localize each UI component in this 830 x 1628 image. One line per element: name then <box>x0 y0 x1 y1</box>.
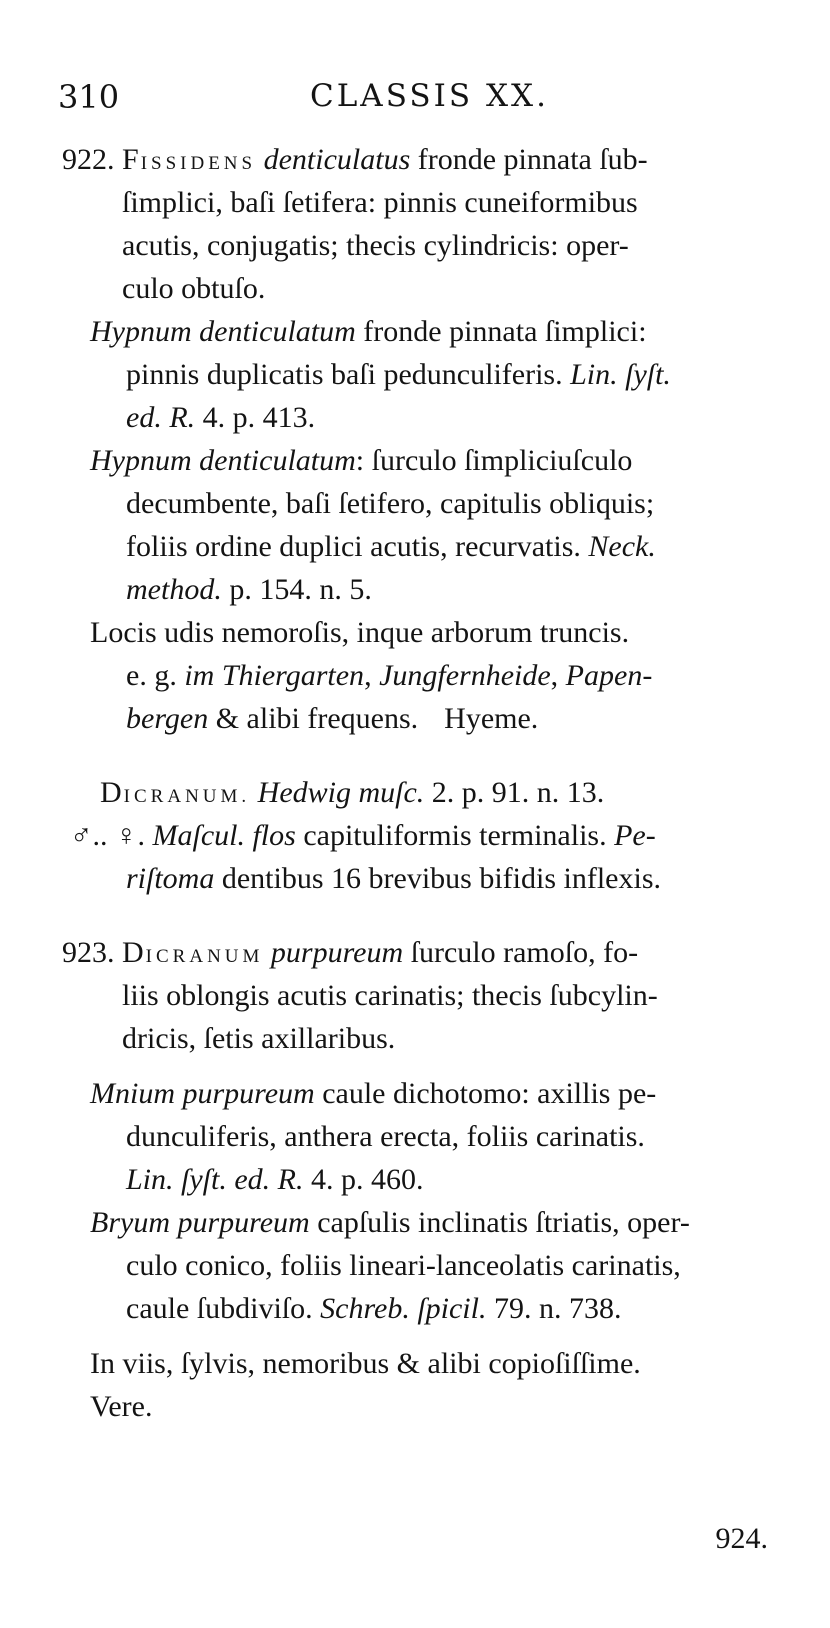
reference: ed. R. <box>126 401 196 434</box>
reference: Neck. <box>588 530 656 563</box>
genus-description-line-1: ♂.. ♀. Maſcul. flos capituliformis terminalis. Pe- <box>70 819 656 852</box>
season: Hyeme. <box>444 702 539 735</box>
entry-922-line-3: acutis, conjugatis; thecis cylindricis: oper- <box>122 229 629 262</box>
habitat-922-line-2: e. g. im Thiergarten, Jungfernheide, Papen- <box>126 659 653 692</box>
synonym-923b-line-3: caule ſubdiviſo. Schreb. ſpicil. 79. n. 738. <box>126 1292 622 1325</box>
synonym-922a-line-1: Hypnum denticulatum fronde pinnata ſimplici: <box>90 315 647 348</box>
entry-923-line-2: liis oblongis acutis carinatis; thecis ſubcylin- <box>122 979 658 1012</box>
genus-name: FISSIDENS <box>122 143 257 176</box>
synonym-923a-line-3: Lin. ſyſt. ed. R. 4. p. 460. <box>126 1163 424 1196</box>
species-epithet: denticulatus <box>263 143 411 176</box>
genus-description-line-2: riſtoma dentibus 16 brevibus bifidis inflexis. <box>126 862 661 895</box>
sex-symbols: ♂.. ♀. <box>70 819 145 852</box>
entry-number: 923. <box>62 936 115 969</box>
synonym-922a-line-2: pinnis duplicatis baſi pedunculiferis. Lin. ſyſt. <box>126 358 671 391</box>
entry-922-line-4: culo obtuſo. <box>122 272 266 305</box>
synonym-name: Hypnum denticulatum <box>90 315 356 348</box>
entry-923-line-1: 923. DICRANUM purpureum ſurculo ramoſo, fo- <box>122 931 638 978</box>
catchword: 924. <box>715 1522 768 1555</box>
synonym-922b-line-3: foliis ordine duplici acutis, recurvatis. Neck. <box>126 530 656 563</box>
entry-923-line-3: dricis, ſetis axillaribus. <box>122 1022 396 1055</box>
habitat-922-line-3: bergen & alibi frequens. Hyeme. <box>126 702 539 735</box>
running-title: CLASSIS XX. <box>310 78 549 114</box>
running-header <box>58 78 772 118</box>
reference: Schreb. ſpicil. <box>320 1292 487 1325</box>
genus-heading: DICRANUM. Hedwig muſc. 2. p. 91. n. 13. <box>100 776 605 809</box>
reference: Lin. ſyſt. ed. R. <box>126 1163 304 1196</box>
entry-number: 922. <box>62 143 115 176</box>
entry-922-line-1: 922. FISSIDENS denticulatus fronde pinnata ſub- <box>122 138 648 185</box>
synonym-922b-line-4: method. p. 154. n. 5. <box>126 573 372 606</box>
reference: method. <box>126 573 222 606</box>
synonym-923a-line-2: dunculiferis, anthera erecta, foliis carinatis. <box>126 1120 645 1153</box>
genus-name: DICRANUM. <box>100 776 251 809</box>
habitat-922-line-1: Locis udis nemoroſis, inque arborum truncis. <box>90 616 630 649</box>
synonym-923b-line-2: culo conico, foliis lineari-lanceolatis carinatis, <box>126 1249 681 1282</box>
genus-name: DICRANUM <box>122 936 264 969</box>
habitat-923-line-2: Vere. <box>90 1390 153 1423</box>
entry-922-line-2: ſimplici, baſi ſetifera: pinnis cuneiformibus <box>122 186 638 219</box>
synonym-923a-line-1: Mnium purpureum caule dichotomo: axillis pe- <box>90 1077 657 1110</box>
synonym-923b-line-1: Bryum purpureum capſulis inclinatis ſtriatis, oper- <box>90 1206 690 1239</box>
habitat-923-line-1: In viis, ſylvis, nemoribus & alibi copioſiſſime. <box>90 1347 641 1380</box>
reference: Lin. ſyſt. <box>570 358 671 391</box>
synonym-922b-line-1: Hypnum denticulatum: ſurculo ſimpliciuſculo <box>90 444 633 477</box>
reference: Hedwig muſc. <box>257 776 425 809</box>
synonym-922a-line-3: ed. R. 4. p. 413. <box>126 401 316 434</box>
synonym-922b-line-2: decumbente, baſi ſetifero, capitulis obliquis; <box>126 487 655 520</box>
species-epithet: purpureum <box>270 936 404 969</box>
page-number: 310 <box>58 78 120 116</box>
synonym-name: Hypnum denticulatum <box>90 444 356 477</box>
synonym-name: Bryum purpureum <box>90 1206 310 1239</box>
synonym-name: Mnium purpureum <box>90 1077 315 1110</box>
